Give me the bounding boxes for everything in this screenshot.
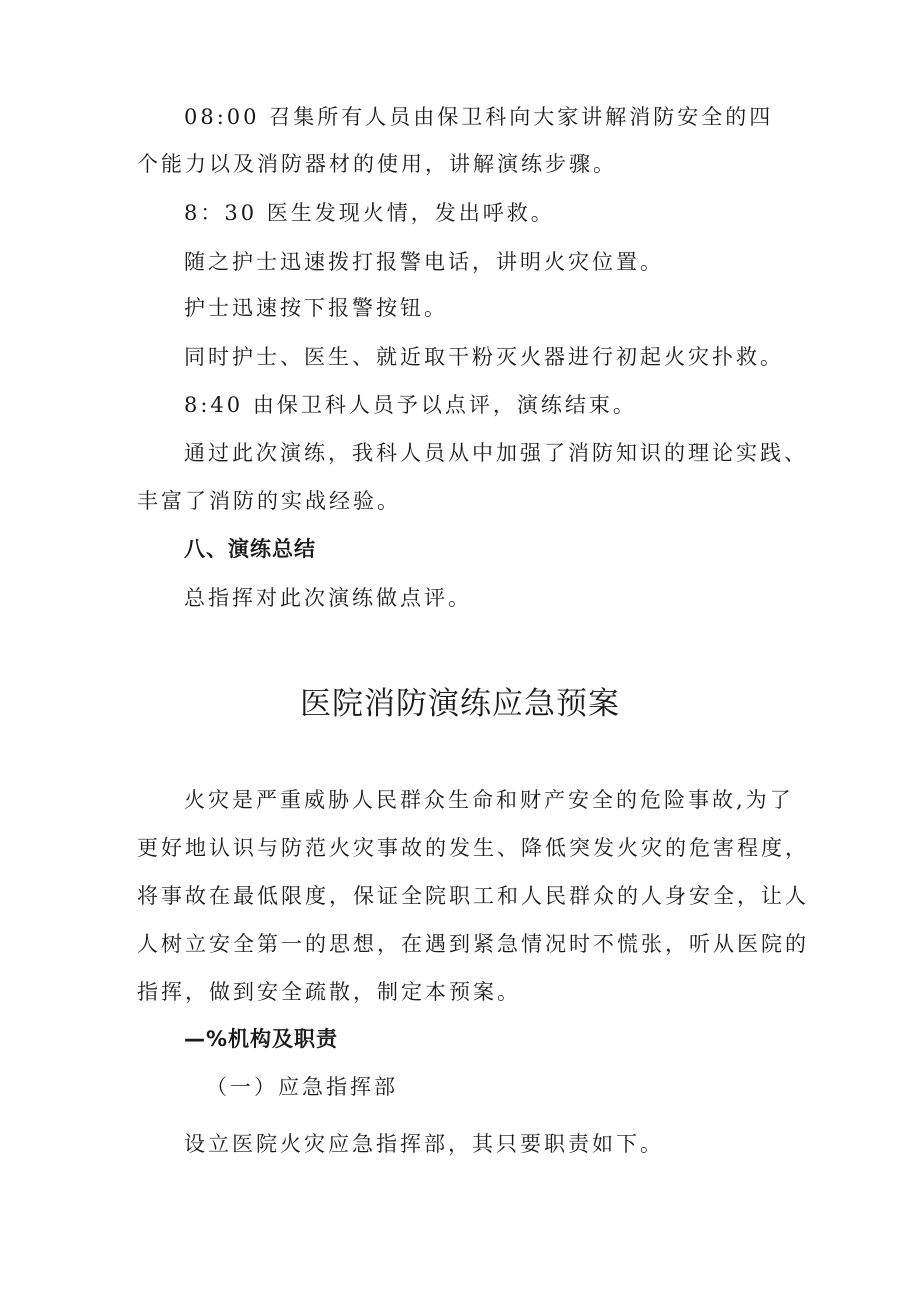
paragraph-line: 人树立安全第一的思想，在遇到紧急情况时不慌张，听从医院的 — [137, 932, 809, 956]
paragraph-line: 08:00 召集所有人员由保卫科向大家讲解消防安全的四 — [184, 105, 774, 129]
paragraph-line: 同时护士、医生、就近取干粉灭火器进行初起火灾扑救。 — [184, 345, 784, 369]
section-heading: —%机构及职责 — [184, 1027, 339, 1051]
paragraph-line: 设立医院火灾应急指挥部，其只要职责如下。 — [184, 1132, 664, 1156]
paragraph-line: 总指挥对此次演练做点评。 — [184, 586, 472, 610]
section-heading: 八、演练总结 — [184, 537, 316, 561]
paragraph-line: 8：30 医生发现火情，发出呼救。 — [184, 201, 555, 225]
paragraph-line: 护士迅速按下报警按钮。 — [184, 296, 448, 320]
paragraph-line: 火灾是严重威胁人民群众生命和财产安全的危险事故,为了 — [184, 788, 794, 812]
paragraph-line: 个能力以及消防器材的使用，讲解演练步骤。 — [137, 152, 617, 176]
paragraph-line: 8:40 由保卫科人员予以点评，演练结束。 — [184, 393, 637, 417]
paragraph-line: 随之护士迅速拨打报警电话，讲明火灾位置。 — [184, 250, 664, 274]
paragraph-line: 指挥，做到安全疏散，制定本预案。 — [137, 980, 521, 1004]
document-title: 医院消防演练应急预案 — [300, 686, 620, 722]
paragraph-line: 将事故在最低限度，保证全院职工和人民群众的人身安全，让人 — [137, 884, 809, 908]
paragraph-line: 丰富了消防的实战经验。 — [137, 489, 401, 513]
paragraph-line: 通过此次演练，我科人员从中加强了消防知识的理论实践、 — [184, 441, 808, 465]
subsection-heading: （一）应急指挥部 — [206, 1075, 398, 1099]
paragraph-line: 更好地认识与防范火灾事故的发生、降低突发火灾的危害程度， — [137, 836, 809, 860]
